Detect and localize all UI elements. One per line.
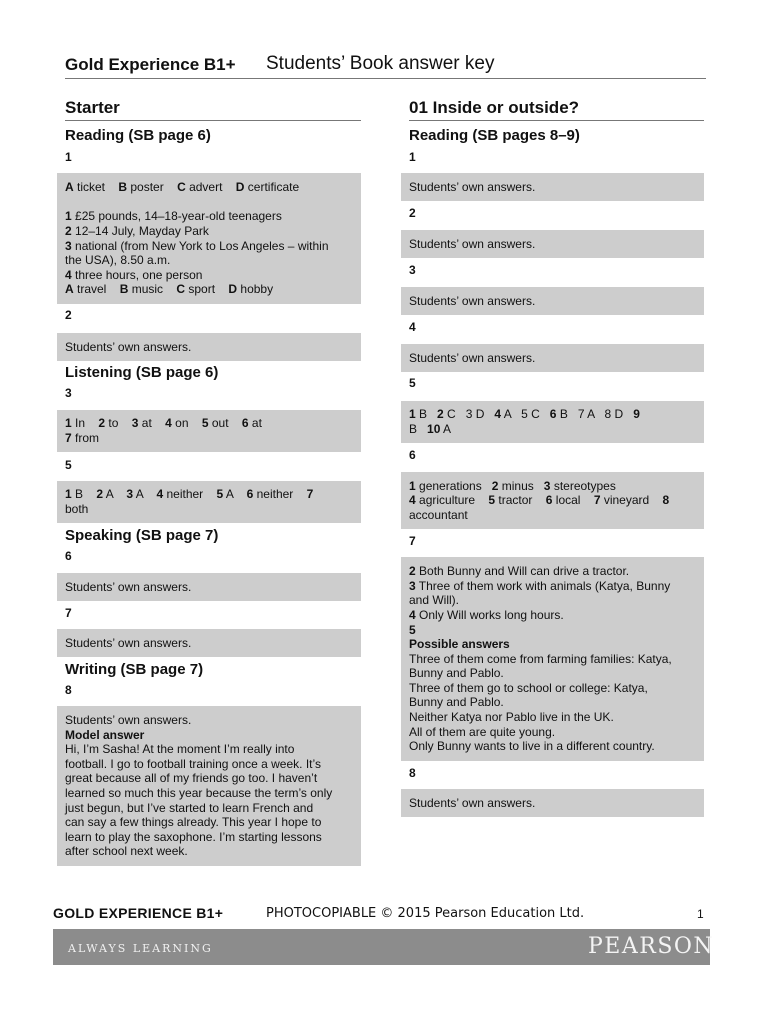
answer-fragment: 2 [437,407,444,422]
answer-line [65,487,353,502]
answer-fragment: 9 [633,407,640,422]
answer-fragment: can say a few things already. This year I hope to [65,815,322,830]
answer-fragment: Three of them work with animals (Katya, Bunny [415,578,671,593]
answer-fragment: 4 [409,493,416,508]
answer-box-2 [401,230,704,258]
answer-text: Students’ own answers. [409,179,536,194]
answer-fragment: on [171,416,202,431]
answer-fragment: 10 [427,422,441,436]
answer-box-5 [401,401,704,443]
answer-fragment: 5 [201,416,209,431]
answer-fragment: B 7 A 8 D [556,407,634,422]
answer-fragment: All of them are quite young. [409,724,556,739]
answer-fragment: £25 pounds, 14–18-year-old teenagers [71,209,282,224]
answer-fragment: 12–14 July, Mayday Park [71,223,209,238]
answer-fragment: 6 [241,416,249,431]
answer-line [409,407,696,422]
answer-fragment: D [235,180,245,195]
section-title-unit-01: 01 Inside or outside? [409,98,580,117]
heading-writing: Writing (SB page 7) [65,661,204,678]
answer-fragment: music [128,282,177,297]
answer-line [65,757,353,772]
question-number-8: 8 [409,766,416,780]
answer-line [65,844,353,859]
answer-fragment: learn to play the saxophone. I’m starting lessons [65,829,322,844]
answer-fragment: vineyard [600,493,663,508]
answer-line [409,422,696,437]
answer-line [65,502,353,517]
answer-fragment: the USA), 8.50 a.m. [65,253,171,268]
answer-fragment: 4 [409,607,416,622]
answer-fragment: 1 [65,416,72,431]
answer-line [65,195,353,210]
answer-fragment: Three of them go to school or college: Katya, [409,680,648,695]
answer-fragment: 4 [156,487,164,502]
answer-fragment: travel [73,282,120,297]
answer-fragment: local [552,493,594,508]
answer-box-3 [57,410,361,452]
answer-fragment: Students’ own answers. [65,713,192,728]
answer-text: Students’ own answers. [409,293,536,308]
answer-fragment: 8 [662,493,670,508]
answer-fragment: 4 [65,267,72,282]
answer-box-7 [57,629,361,657]
question-number-6: 6 [65,549,72,563]
answer-line [409,623,696,638]
answer-line [65,268,353,283]
answer-fragment: Three of them come from farming families: Katya, [409,651,672,666]
question-number-8: 8 [65,683,72,697]
answer-fragment: C [176,282,186,297]
answer-text: Students’ own answers. [409,795,536,810]
answer-fragment: B [118,180,128,195]
question-number-2: 2 [409,206,416,220]
answer-fragment: 2 [96,487,104,502]
answer-fragment: great because all of my friends go too. I haven’t [65,771,318,786]
answer-fragment: Bunny and Pablo. [409,695,504,710]
answer-fragment: A [65,180,74,195]
answer-line [65,830,353,845]
answer-line [409,666,696,681]
answer-fragment: 1 [65,209,72,224]
answer-line [65,786,353,801]
answer-line [409,725,696,740]
answer-fragment: tractor [495,493,546,508]
answer-line [409,652,696,667]
heading-reading: Reading (SB page 6) [65,127,211,144]
question-number-2: 2 [65,308,72,322]
answer-line [409,637,696,652]
answer-text: Students’ own answers. [65,339,192,354]
answer-line [65,713,353,728]
answer-fragment: 2 [491,478,499,493]
answer-line [409,479,696,494]
heading-reading: Reading (SB pages 8–9) [409,127,580,144]
answer-fragment: 3 [409,578,416,593]
answer-line [65,801,353,816]
answer-fragment: Only Bunny wants to live in a different country. [409,739,655,754]
question-number-3: 3 [409,263,416,277]
answer-fragment: learned so much this year because the term’s only [65,786,333,800]
document-title: Students’ Book answer key [266,53,495,74]
answer-box-4 [401,344,704,372]
answer-fragment: 3 [543,478,551,493]
page-number: 1 [697,907,704,921]
answer-fragment: B [119,282,129,297]
answer-line [65,282,353,297]
question-number-5: 5 [65,458,72,472]
answer-box-8 [57,706,361,866]
heading-listening: Listening (SB page 6) [65,364,219,381]
answer-fragment: just begun, but I’ve started to learn French and [65,800,314,815]
publisher-logo: PEARSON [588,934,715,959]
answer-box-5 [57,481,361,523]
answer-line [65,771,353,786]
header-divider [65,78,706,79]
answer-fragment: Only Will works long hours. [415,607,564,622]
answer-fragment: national (from New York to Los Angeles – within [71,238,329,253]
answer-fragment: accountant [409,507,468,522]
answer-text: Students’ own answers. [409,236,536,251]
answer-fragment: generations [415,478,492,493]
answer-fragment: three hours, one person [71,267,203,282]
answer-line [409,739,696,754]
answer-line [409,493,696,508]
answer-line [65,742,353,757]
answer-fragment: football. I go to football training once a week. It’s [65,756,321,771]
answer-box-2 [57,333,361,361]
question-number-5: 5 [409,376,416,390]
answer-line [65,224,353,239]
answer-line [409,508,696,523]
answer-fragment: and Will). [409,593,460,608]
answer-line [65,239,353,254]
answer-line [65,416,353,431]
answer-line [409,579,696,594]
answer-box-6 [57,573,361,601]
answer-fragment: Possible answers [409,637,510,652]
answer-fragment: 3 [131,416,139,431]
answer-fragment: 4 [165,416,172,431]
answer-fragment [65,195,68,209]
answer-line [409,564,696,579]
answer-box-6 [401,472,704,529]
answer-fragment: 6 [246,487,254,502]
question-number-3: 3 [65,386,72,400]
answer-fragment: neither [163,487,217,502]
answer-line [409,695,696,710]
answer-fragment: 2 [409,564,416,579]
answer-fragment: 2 [65,223,72,238]
answer-fragment: 7 [65,431,72,445]
answer-fragment: agriculture [415,493,489,508]
heading-speaking: Speaking (SB page 7) [65,527,219,544]
answer-box-8 [401,789,704,817]
answer-fragment: minus [498,478,544,493]
answer-fragment: 6 [549,407,557,422]
answer-fragment: both [65,502,89,516]
footer-brand: GOLD EXPERIENCE B1+ [53,905,224,921]
answer-fragment: Hi, I’m Sasha! At the moment I’m really into [65,742,295,757]
answer-fragment: at [248,416,262,431]
answer-fragment: 2 [98,416,106,431]
answer-fragment: 3 [126,487,134,502]
answer-fragment: 1 [65,487,72,502]
answer-text: Students’ own answers. [65,635,192,650]
answer-fragment: out [208,416,242,431]
answer-fragment: A [65,282,74,297]
answer-fragment: A 5 C [501,407,550,422]
answer-fragment: at [138,416,166,431]
answer-fragment: 4 [494,407,502,422]
question-number-7: 7 [65,606,72,620]
answer-fragment: 5 [216,487,224,502]
answer-fragment: ticket [73,180,119,195]
question-number-4: 4 [409,320,416,334]
answer-fragment: 1 [409,478,416,493]
answer-fragment: neither [253,487,307,502]
question-number-6: 6 [409,448,416,462]
answer-text: Students’ own answers. [409,350,536,365]
answer-fragment: 5 [488,493,496,508]
question-number-1: 1 [65,150,72,164]
answer-fragment: Neither Katya nor Pablo live in the UK. [409,710,614,725]
answer-fragment: A [440,422,452,436]
answer-fragment: B [409,422,428,436]
section-divider [409,120,704,121]
answer-fragment: 3 [65,238,72,253]
question-number-1: 1 [409,150,416,164]
answer-fragment: hobby [237,282,274,297]
answer-fragment: A [103,487,127,502]
answer-text: Students’ own answers. [65,579,192,594]
answer-fragment: A [133,487,157,502]
footer-copyright: PHOTOCOPIABLE © 2015 Pearson Education Ltd. [266,906,585,921]
answer-fragment: certificate [244,180,300,195]
answer-fragment: 7 [593,493,601,508]
answer-fragment: sport [185,282,229,297]
answer-line [65,815,353,830]
answer-fragment: C [177,180,186,195]
answer-box-reading-1 [57,173,361,304]
answer-line [409,593,696,608]
answer-fragment: In [71,416,99,431]
answer-fragment: B [71,487,97,502]
answer-fragment: poster [127,180,178,195]
answer-fragment: A [223,487,247,502]
answer-line [409,710,696,725]
answer-fragment: Both Bunny and Will can drive a tractor. [415,564,630,579]
question-number-7: 7 [409,534,416,548]
answer-fragment: 5 [409,622,416,637]
answer-fragment: Bunny and Pablo. [409,666,504,681]
document-brand: Gold Experience B1+ [65,55,236,74]
answer-line [65,209,353,224]
answer-fragment: from [71,431,100,445]
section-divider [65,120,361,121]
answer-line [409,681,696,696]
answer-box-3 [401,287,704,315]
answer-line [409,608,696,623]
answer-box-7 [401,557,704,761]
answer-fragment: Model answer [65,727,145,742]
answer-fragment: 1 [409,407,416,422]
answer-fragment: after school next week. [65,844,188,859]
answer-fragment: B [415,407,438,422]
answer-fragment: D [228,282,238,297]
footer-tagline: ALWAYS LEARNING [68,942,213,955]
answer-line [65,180,353,195]
answer-fragment: C 3 D [443,407,495,422]
answer-line [65,253,353,268]
answer-line [65,728,353,743]
answer-fragment: 6 [545,493,553,508]
answer-line [65,431,353,446]
section-title-starter: Starter [65,98,120,117]
answer-box-1 [401,173,704,201]
answer-fragment: advert [185,180,236,195]
answer-fragment: to [105,416,132,431]
answer-fragment: 7 [306,487,314,502]
answer-fragment: stereotypes [550,478,616,493]
